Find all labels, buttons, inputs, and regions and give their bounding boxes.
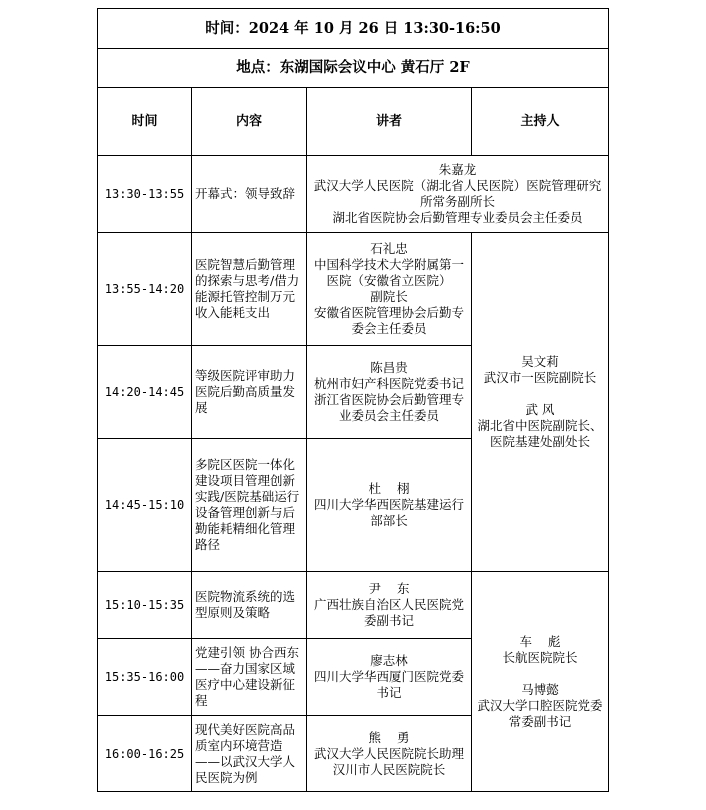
speaker-name: 尹 东	[368, 581, 410, 596]
host-name: 马博懿	[521, 681, 559, 697]
session-topic: 医院智慧后勤管理的探索与思考/借力能源托管控制万元收入能耗支出	[192, 233, 307, 346]
host-cell	[472, 233, 609, 572]
host-cell	[472, 572, 609, 792]
session-topic: 多院区医院一体化建设项目管理创新实践/医院基础运行设备管理创新与后勤能耗精细化管理路径	[192, 439, 307, 572]
speaker-title: 中国科学技术大学附属第一医院（安徽省立医院）	[313, 257, 464, 288]
speaker-name: 石礼忠	[370, 241, 408, 256]
speaker-title: 副院长	[370, 289, 408, 304]
speaker-title: 四川大学华西医院基建运行部部长	[313, 497, 464, 528]
session-time: 13:55-14:20	[98, 233, 192, 346]
speaker-cell	[307, 346, 472, 439]
session-time: 16:00-16:25	[98, 716, 192, 792]
speaker-cell	[307, 233, 472, 346]
host-name: 车 彪	[519, 633, 561, 649]
speaker-title: 安徽省医院管理协会后勤专委会主任委员	[313, 305, 464, 336]
session-topic: 开幕式：领导致辞	[192, 156, 307, 233]
speaker-title: 四川大学华西厦门医院党委书记	[313, 669, 464, 700]
session-topic: 现代美好医院高品质室内环境营造——以武汉大学人民医院为例	[192, 716, 307, 792]
speaker-title: 广西壮族自治区人民医院党委副书记	[313, 597, 464, 628]
event-venue: 地点：东湖国际会议中心 黄石厅 2F	[98, 49, 609, 88]
column-header-host: 主持人	[472, 88, 609, 156]
session-topic: 等级医院评审助力医院后勤高质量发展	[192, 346, 307, 439]
speaker-title: 浙江省医院协会后勤管理专业委员会主任委员	[313, 392, 464, 423]
host-title: 湖北省中医院副院长、医院基建处副处长	[477, 418, 603, 449]
speaker-cell	[307, 572, 472, 639]
host-title: 武汉大学口腔医院党委常委副书记	[477, 697, 603, 729]
speaker-name: 朱嘉龙	[438, 162, 477, 177]
speaker-name: 杜 栩	[368, 481, 410, 496]
session-topic: 医院物流系统的选型原则及策略	[192, 572, 307, 639]
speaker-cell	[307, 716, 472, 792]
session-time: 15:35-16:00	[98, 639, 192, 716]
speaker-title: 湖北省医院协会后勤管理专业委员会主任委员	[332, 210, 583, 225]
host-spacer	[475, 666, 605, 682]
speaker-name: 陈昌贵	[370, 360, 408, 375]
column-header-speaker: 讲者	[307, 88, 472, 156]
session-time: 15:10-15:35	[98, 572, 192, 639]
table-row	[98, 156, 609, 233]
speaker-title: 杭州市妇产科医院党委书记	[313, 376, 464, 391]
event-time: 时间：2024 年 10 月 26 日 13:30-16:50	[98, 9, 609, 49]
speaker-title: 武汉大学人民医院院长助理汉川市人民医院院长	[313, 745, 464, 777]
speaker-cell	[307, 639, 472, 716]
host-title: 长航医院院长	[502, 649, 578, 665]
speaker-name: 熊 勇	[368, 729, 410, 745]
column-header-content: 内容	[192, 88, 307, 156]
table-row	[98, 233, 609, 346]
column-header-time: 时间	[98, 88, 192, 156]
session-time: 14:45-15:10	[98, 439, 192, 572]
speaker-cell	[307, 439, 472, 572]
speaker-title: 武汉大学人民医院（湖北省人民医院）医院管理研究所常务副所长	[313, 178, 602, 209]
host-name: 吴文莉	[521, 354, 559, 369]
session-topic: 党建引领 协合西东——奋力国家区域医疗中心建设新征程	[192, 639, 307, 716]
host-title: 武汉市一医院副院长	[483, 370, 597, 385]
table-row	[98, 572, 609, 639]
host-spacer	[475, 386, 605, 402]
speaker-cell	[307, 156, 609, 233]
speaker-name: 廖志林	[370, 653, 408, 668]
host-name: 武 风	[525, 402, 555, 417]
session-time: 14:20-14:45	[98, 346, 192, 439]
session-time: 13:30-13:55	[98, 156, 192, 233]
schedule-table	[97, 8, 609, 792]
